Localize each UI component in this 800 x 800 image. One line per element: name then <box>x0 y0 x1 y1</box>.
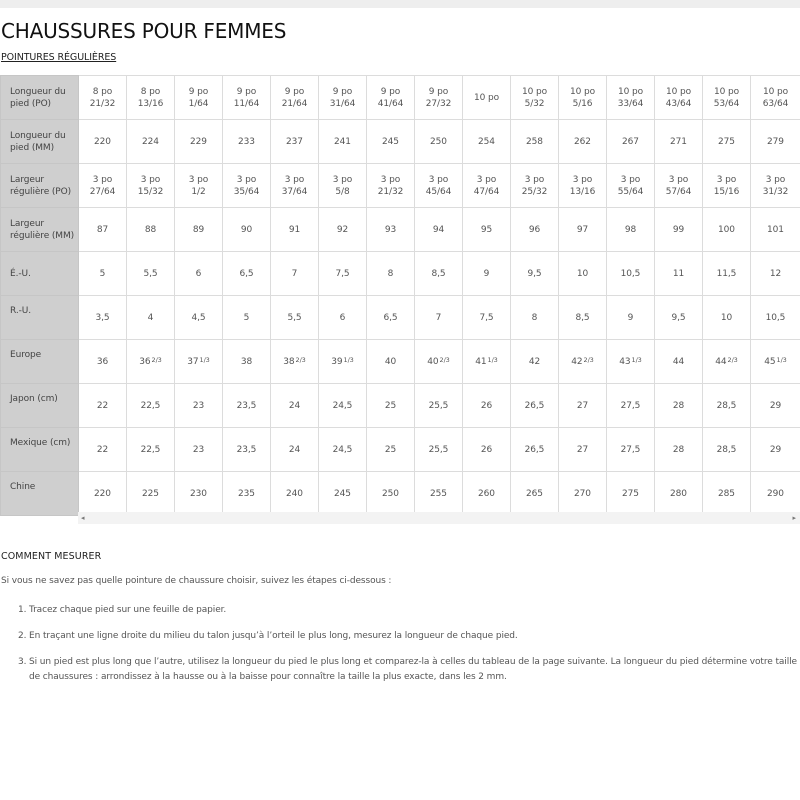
top-bar <box>0 0 800 8</box>
cell-line: 25/32 <box>521 186 548 197</box>
cell-line: 3 po <box>572 174 593 185</box>
table-cell: 90 <box>223 208 271 252</box>
cell-line: 10 po <box>473 92 500 103</box>
table-cell: 5 <box>79 252 127 296</box>
table-cell: 8 <box>511 296 559 340</box>
table-cell <box>511 164 559 208</box>
horizontal-scrollbar[interactable] <box>78 512 800 524</box>
table-cell: 7,5 <box>463 296 511 340</box>
table-cell: 3,5 <box>79 296 127 340</box>
table-cell <box>607 164 655 208</box>
table-cell: 94 <box>415 208 463 252</box>
table-cell: 10,5 <box>607 252 655 296</box>
cell-fraction: 1/3 <box>631 355 642 364</box>
cell-fraction: 2/3 <box>439 355 450 364</box>
cell-line: 45/64 <box>425 186 452 197</box>
table-cell: 12 <box>751 252 800 296</box>
table-cell: 245 <box>319 472 367 516</box>
row-header: Longueur du pied (MM) <box>1 120 79 164</box>
row-header: Largeur régulière (MM) <box>1 208 79 252</box>
cell-line: 3 po <box>668 174 689 185</box>
cell-line: 15/16 <box>713 186 740 197</box>
measure-steps-list <box>0 603 800 696</box>
size-table <box>0 75 800 516</box>
table-cell: 5,5 <box>271 296 319 340</box>
table-cell: 9,5 <box>655 296 703 340</box>
table-cell: 9,5 <box>511 252 559 296</box>
cell-line: 9 po <box>380 86 401 97</box>
table-cell: 262 <box>559 120 607 164</box>
table-cell <box>559 76 607 120</box>
table-cell: 23 <box>175 428 223 472</box>
table-row <box>1 208 800 252</box>
table-cell <box>511 340 559 384</box>
table-cell: 23,5 <box>223 384 271 428</box>
row-header: Mexique (cm) <box>1 428 79 472</box>
table-cell <box>703 164 751 208</box>
cell-value: 39 <box>331 356 343 367</box>
step-number: 2. <box>18 631 27 641</box>
list-item <box>0 655 800 685</box>
step-number: 3. <box>18 657 27 667</box>
table-cell: 27 <box>559 384 607 428</box>
table-cell: 233 <box>223 120 271 164</box>
table-cell: 5 <box>223 296 271 340</box>
cell-line: 9 po <box>428 86 449 97</box>
cell-value: 45 <box>764 356 776 367</box>
cell-line: 9 po <box>188 86 209 97</box>
table-row <box>1 76 800 120</box>
cell-line: 57/64 <box>665 186 692 197</box>
cell-fraction: 1/3 <box>343 355 354 364</box>
table-cell: 267 <box>607 120 655 164</box>
table-cell: 11,5 <box>703 252 751 296</box>
table-cell: 4,5 <box>175 296 223 340</box>
table-cell: 280 <box>655 472 703 516</box>
table-row <box>1 340 800 384</box>
cell-value: 36 <box>139 356 151 367</box>
table-cell: 255 <box>415 472 463 516</box>
table-cell <box>175 76 223 120</box>
table-cell: 27,5 <box>607 384 655 428</box>
how-to-measure-intro: Si vous ne savez pas quelle pointure de chaussure choisir, suivez les étapes ci-dessous : <box>1 576 392 586</box>
table-cell: 271 <box>655 120 703 164</box>
table-cell: 241 <box>319 120 367 164</box>
table-cell: 220 <box>79 120 127 164</box>
cell-line: 3 po <box>140 174 161 185</box>
table-cell <box>607 340 655 384</box>
table-cell: 26,5 <box>511 428 559 472</box>
table-cell: 97 <box>559 208 607 252</box>
table-cell: 245 <box>367 120 415 164</box>
cell-line: 15/32 <box>137 186 164 197</box>
cell-value: 41 <box>475 356 487 367</box>
table-cell: 22,5 <box>127 428 175 472</box>
table-cell: 25 <box>367 428 415 472</box>
table-cell <box>703 76 751 120</box>
table-cell: 8,5 <box>559 296 607 340</box>
table-cell <box>559 340 607 384</box>
table-cell <box>319 164 367 208</box>
table-cell: 8,5 <box>415 252 463 296</box>
cell-value: 38 <box>283 356 295 367</box>
cell-line: 3 po <box>332 174 353 185</box>
cell-line: 3 po <box>92 174 113 185</box>
cell-line: 5/16 <box>572 98 593 109</box>
cell-line: 37/64 <box>281 186 308 197</box>
cell-line: 3 po <box>524 174 545 185</box>
table-cell: 28,5 <box>703 428 751 472</box>
table-cell: 22 <box>79 384 127 428</box>
table-cell <box>463 164 511 208</box>
section-subtitle[interactable]: POINTURES RÉGULIÈRES <box>1 52 117 63</box>
table-cell: 27 <box>559 428 607 472</box>
cell-line: 47/64 <box>473 186 500 197</box>
table-cell: 270 <box>559 472 607 516</box>
table-cell: 28 <box>655 384 703 428</box>
cell-line: 41/64 <box>377 98 404 109</box>
table-cell: 99 <box>655 208 703 252</box>
table-cell: 4 <box>127 296 175 340</box>
table-cell: 26 <box>463 428 511 472</box>
cell-value: 44 <box>672 356 685 367</box>
table-cell <box>655 76 703 120</box>
cell-line: 10 po <box>569 86 596 97</box>
row-header: Longueur du pied (PO) <box>1 76 79 120</box>
cell-line: 43/64 <box>665 98 692 109</box>
table-cell: 9 <box>463 252 511 296</box>
table-cell <box>79 340 127 384</box>
row-header: Chine <box>1 472 79 516</box>
cell-line: 55/64 <box>617 186 644 197</box>
row-header: Japon (cm) <box>1 384 79 428</box>
table-cell: 6,5 <box>367 296 415 340</box>
scroll-left-icon[interactable]: ◂ <box>81 514 85 522</box>
cell-line: 21/32 <box>377 186 404 197</box>
table-cell: 22 <box>79 428 127 472</box>
table-cell: 265 <box>511 472 559 516</box>
cell-line: 3 po <box>620 174 641 185</box>
table-cell: 254 <box>463 120 511 164</box>
cell-fraction: 2/3 <box>583 355 594 364</box>
table-cell: 101 <box>751 208 800 252</box>
table-cell: 88 <box>127 208 175 252</box>
table-cell: 22,5 <box>127 384 175 428</box>
cell-line: 10 po <box>713 86 740 97</box>
cell-line: 10 po <box>617 86 644 97</box>
cell-line: 9 po <box>284 86 305 97</box>
table-cell: 89 <box>175 208 223 252</box>
table-cell <box>319 340 367 384</box>
table-cell: 95 <box>463 208 511 252</box>
row-header: Largeur régulière (PO) <box>1 164 79 208</box>
table-cell: 26,5 <box>511 384 559 428</box>
step-text: En traçant une ligne droite du milieu du talon jusqu’à l’orteil le plus long, mesurez la longueur de chaque pied. <box>29 631 518 641</box>
cell-value: 42 <box>571 356 583 367</box>
table-cell: 24,5 <box>319 428 367 472</box>
table-cell: 25,5 <box>415 384 463 428</box>
table-cell: 29 <box>751 384 800 428</box>
table-cell: 10 <box>559 252 607 296</box>
cell-line: 13/16 <box>137 98 164 109</box>
cell-line: 5/8 <box>335 186 350 197</box>
table-cell: 9 <box>607 296 655 340</box>
table-cell <box>463 340 511 384</box>
table-row <box>1 252 800 296</box>
cell-line: 63/64 <box>762 98 789 109</box>
cell-fraction: 2/3 <box>727 355 738 364</box>
cell-line: 10 po <box>521 86 548 97</box>
cell-line: 3 po <box>380 174 401 185</box>
table-cell <box>367 340 415 384</box>
table-cell: 25,5 <box>415 428 463 472</box>
list-item <box>0 629 800 644</box>
table-cell <box>271 164 319 208</box>
table-cell <box>415 340 463 384</box>
cell-value: 40 <box>427 356 439 367</box>
cell-fraction: 2/3 <box>295 355 306 364</box>
cell-line: 1/2 <box>191 186 206 197</box>
cell-line: 8 po <box>92 86 113 97</box>
cell-fraction: 1/3 <box>487 355 498 364</box>
table-cell: 24 <box>271 428 319 472</box>
table-cell: 96 <box>511 208 559 252</box>
table-cell <box>415 164 463 208</box>
cell-value: 40 <box>384 356 397 367</box>
table-cell: 23 <box>175 384 223 428</box>
how-to-measure-heading: COMMENT MESURER <box>1 551 102 562</box>
table-row <box>1 164 800 208</box>
table-cell <box>127 164 175 208</box>
table-cell: 290 <box>751 472 800 516</box>
table-cell: 10 <box>703 296 751 340</box>
cell-value: 38 <box>240 356 253 367</box>
cell-line: 3 po <box>236 174 257 185</box>
table-cell: 25 <box>367 384 415 428</box>
step-number: 1. <box>18 605 27 615</box>
table-cell <box>271 76 319 120</box>
table-cell: 23,5 <box>223 428 271 472</box>
cell-line: 9 po <box>332 86 353 97</box>
cell-line: 10 po <box>762 86 789 97</box>
table-cell: 275 <box>703 120 751 164</box>
table-cell <box>79 164 127 208</box>
cell-line: 10 po <box>665 86 692 97</box>
table-cell <box>655 164 703 208</box>
table-row <box>1 472 800 516</box>
table-cell: 250 <box>367 472 415 516</box>
table-cell <box>319 76 367 120</box>
table-cell <box>223 164 271 208</box>
table-cell <box>511 76 559 120</box>
table-cell: 100 <box>703 208 751 252</box>
table-cell <box>463 76 511 120</box>
cell-line: 3 po <box>284 174 305 185</box>
table-cell: 91 <box>271 208 319 252</box>
table-cell: 275 <box>607 472 655 516</box>
table-cell <box>271 340 319 384</box>
cell-line: 3 po <box>765 174 786 185</box>
table-cell <box>223 340 271 384</box>
table-cell <box>127 76 175 120</box>
cell-line: 3 po <box>188 174 209 185</box>
table-cell <box>79 76 127 120</box>
table-row <box>1 428 800 472</box>
cell-line: 3 po <box>476 174 497 185</box>
cell-line: 33/64 <box>617 98 644 109</box>
table-cell: 27,5 <box>607 428 655 472</box>
cell-value: 42 <box>528 356 541 367</box>
table-cell <box>559 164 607 208</box>
cell-line: 13/16 <box>569 186 596 197</box>
list-item <box>0 603 800 618</box>
table-cell <box>175 164 223 208</box>
table-cell: 24 <box>271 384 319 428</box>
cell-value: 36 <box>96 356 109 367</box>
table-cell <box>655 340 703 384</box>
table-row <box>1 296 800 340</box>
table-cell: 240 <box>271 472 319 516</box>
table-cell: 8 <box>367 252 415 296</box>
row-header: R.-U. <box>1 296 79 340</box>
table-cell: 250 <box>415 120 463 164</box>
row-header: É.-U. <box>1 252 79 296</box>
table-cell <box>751 164 800 208</box>
cell-value: 43 <box>619 356 631 367</box>
table-cell: 6 <box>319 296 367 340</box>
table-cell <box>751 76 800 120</box>
table-cell: 7,5 <box>319 252 367 296</box>
table-cell <box>223 76 271 120</box>
cell-fraction: 2/3 <box>151 355 162 364</box>
cell-line: 5/32 <box>524 98 545 109</box>
table-cell: 98 <box>607 208 655 252</box>
scroll-right-icon[interactable]: ▸ <box>792 514 796 522</box>
cell-line: 3 po <box>428 174 449 185</box>
table-cell: 285 <box>703 472 751 516</box>
table-cell <box>415 76 463 120</box>
table-cell: 230 <box>175 472 223 516</box>
cell-line: 35/64 <box>233 186 260 197</box>
table-row <box>1 120 800 164</box>
table-cell: 93 <box>367 208 415 252</box>
table-cell: 5,5 <box>127 252 175 296</box>
table-cell: 7 <box>415 296 463 340</box>
table-cell: 279 <box>751 120 800 164</box>
table-cell: 6 <box>175 252 223 296</box>
table-cell <box>703 340 751 384</box>
cell-line: 27/32 <box>425 98 452 109</box>
table-cell <box>175 340 223 384</box>
table-cell: 29 <box>751 428 800 472</box>
table-cell: 224 <box>127 120 175 164</box>
table-cell: 260 <box>463 472 511 516</box>
table-cell: 10,5 <box>751 296 800 340</box>
cell-line: 21/32 <box>89 98 116 109</box>
cell-line: 1/64 <box>188 98 209 109</box>
cell-line: 31/32 <box>762 186 789 197</box>
table-cell: 24,5 <box>319 384 367 428</box>
cell-line: 3 po <box>716 174 737 185</box>
table-cell <box>751 340 800 384</box>
table-cell: 229 <box>175 120 223 164</box>
cell-line: 11/64 <box>233 98 260 109</box>
table-cell: 258 <box>511 120 559 164</box>
row-header: Europe <box>1 340 79 384</box>
cell-line: 53/64 <box>713 98 740 109</box>
cell-fraction: 1/3 <box>776 355 787 364</box>
cell-line: 27/64 <box>89 186 116 197</box>
table-cell: 220 <box>79 472 127 516</box>
table-cell <box>127 340 175 384</box>
table-cell: 87 <box>79 208 127 252</box>
step-text: Tracez chaque pied sur une feuille de papier. <box>29 605 227 615</box>
cell-line: 9 po <box>236 86 257 97</box>
cell-value: 44 <box>715 356 727 367</box>
table-cell: 26 <box>463 384 511 428</box>
cell-value: 37 <box>187 356 199 367</box>
table-cell: 6,5 <box>223 252 271 296</box>
table-cell: 7 <box>271 252 319 296</box>
table-cell: 225 <box>127 472 175 516</box>
table-cell: 92 <box>319 208 367 252</box>
cell-line: 8 po <box>140 86 161 97</box>
table-cell: 235 <box>223 472 271 516</box>
cell-fraction: 1/3 <box>199 355 210 364</box>
table-cell <box>607 76 655 120</box>
cell-line: 31/64 <box>329 98 356 109</box>
table-row <box>1 384 800 428</box>
table-cell: 237 <box>271 120 319 164</box>
cell-line: 21/64 <box>281 98 308 109</box>
table-cell <box>367 164 415 208</box>
step-text: Si un pied est plus long que l’autre, utilisez la longueur du pied le plus long et comparez-la à celles du tableau de la page suivante. La longueur du pied détermine votre taille de chaussures : arrondissez à la hausse ou à la baisse pour connaître la taille la plus exacte, dans les 2 mm. <box>29 657 797 682</box>
table-cell <box>367 76 415 120</box>
table-cell: 28 <box>655 428 703 472</box>
page-title: CHAUSSURES POUR FEMMES <box>1 19 287 43</box>
table-cell: 11 <box>655 252 703 296</box>
table-cell: 28,5 <box>703 384 751 428</box>
